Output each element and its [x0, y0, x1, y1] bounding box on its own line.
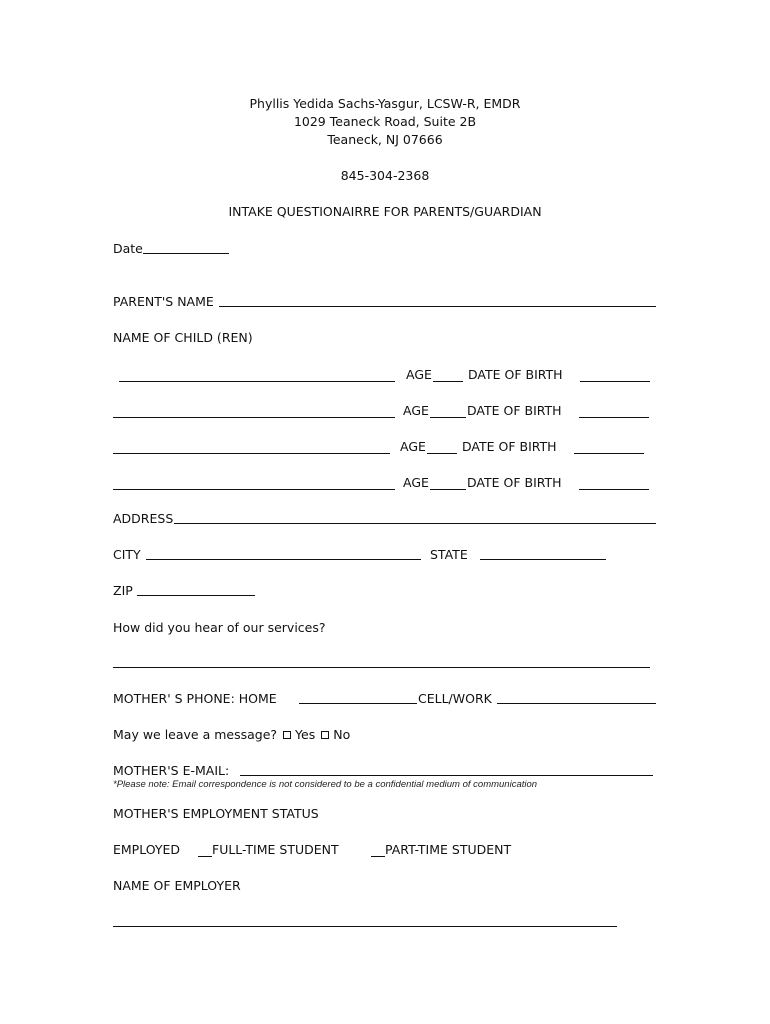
- child-age-field-4[interactable]: [430, 489, 466, 490]
- child-age-label-2: AGE: [403, 403, 429, 418]
- form-title: INTAKE QUESTIONAIRRE FOR PARENTS/GUARDIAN: [228, 204, 542, 219]
- state-label: STATE: [430, 547, 468, 562]
- child-age-field-2[interactable]: [430, 417, 466, 418]
- child-name-field-1[interactable]: [119, 381, 395, 382]
- email-note: *Please note: Email correspondence is not considered to be a confidential medium of communication: [113, 779, 538, 790]
- child-age-label-3: AGE: [400, 439, 426, 454]
- child-dob-field-3[interactable]: [574, 453, 644, 454]
- child-dob-field-4[interactable]: [579, 489, 649, 490]
- email-label: MOTHER'S E-MAIL:: [113, 763, 230, 778]
- child-dob-field-1[interactable]: [580, 381, 650, 382]
- fulltime-check-field[interactable]: [198, 856, 212, 857]
- child-dob-label-4: DATE OF BIRTH: [467, 475, 562, 490]
- child-name-field-3[interactable]: [113, 453, 390, 454]
- practitioner-name: Phyllis Yedida Sachs-Yasgur, LCSW-R, EMDR: [249, 96, 521, 111]
- child-age-label-4: AGE: [403, 475, 429, 490]
- zip-field[interactable]: [137, 595, 255, 596]
- leave-message-question: May we leave a message?: [113, 727, 278, 742]
- practice-phone: 845-304-2368: [340, 168, 430, 183]
- date-label: Date: [113, 241, 143, 256]
- date-field[interactable]: [143, 253, 229, 254]
- child-age-field-1[interactable]: [433, 381, 463, 382]
- child-age-field-3[interactable]: [427, 453, 457, 454]
- practice-address-line1: 1029 Teaneck Road, Suite 2B: [293, 114, 477, 129]
- parttime-label: PART-TIME STUDENT: [385, 842, 512, 857]
- parent-name-label: PARENT'S NAME: [113, 294, 214, 309]
- leave-message-row: [113, 727, 350, 742]
- employment-status-label: MOTHER'S EMPLOYMENT STATUS: [113, 806, 319, 821]
- city-label: CITY: [113, 547, 141, 562]
- no-label: No: [333, 727, 351, 742]
- parttime-check-field[interactable]: [371, 856, 385, 857]
- child-dob-label-3: DATE OF BIRTH: [462, 439, 557, 454]
- phone-home-label: MOTHER' S PHONE: HOME: [113, 691, 277, 706]
- yes-checkbox[interactable]: [283, 731, 291, 739]
- referral-question: How did you hear of our services?: [113, 620, 326, 635]
- parent-name-field[interactable]: [219, 306, 656, 307]
- phone-home-field[interactable]: [299, 703, 417, 704]
- address-label: ADDRESS: [113, 511, 174, 526]
- cell-work-field[interactable]: [497, 703, 656, 704]
- employed-label: EMPLOYED: [113, 842, 181, 857]
- cell-work-label: CELL/WORK: [418, 691, 492, 706]
- state-field[interactable]: [480, 559, 606, 560]
- address-field[interactable]: [174, 523, 656, 524]
- child-dob-field-2[interactable]: [579, 417, 649, 418]
- employer-label: NAME OF EMPLOYER: [113, 878, 241, 893]
- fulltime-label: FULL-TIME STUDENT: [212, 842, 339, 857]
- zip-label: ZIP: [113, 583, 133, 598]
- child-name-field-2[interactable]: [113, 417, 395, 418]
- email-field[interactable]: [240, 775, 653, 776]
- children-label: NAME OF CHILD (REN): [113, 330, 253, 345]
- child-dob-label-1: DATE OF BIRTH: [468, 367, 563, 382]
- child-dob-label-2: DATE OF BIRTH: [467, 403, 562, 418]
- practice-address-line2: Teaneck, NJ 07666: [327, 132, 443, 147]
- referral-field[interactable]: [113, 667, 650, 668]
- city-field[interactable]: [146, 559, 421, 560]
- child-age-label-1: AGE: [406, 367, 432, 382]
- child-name-field-4[interactable]: [113, 489, 395, 490]
- employer-field[interactable]: [113, 926, 617, 927]
- yes-label: Yes: [295, 727, 316, 742]
- no-checkbox[interactable]: [321, 731, 329, 739]
